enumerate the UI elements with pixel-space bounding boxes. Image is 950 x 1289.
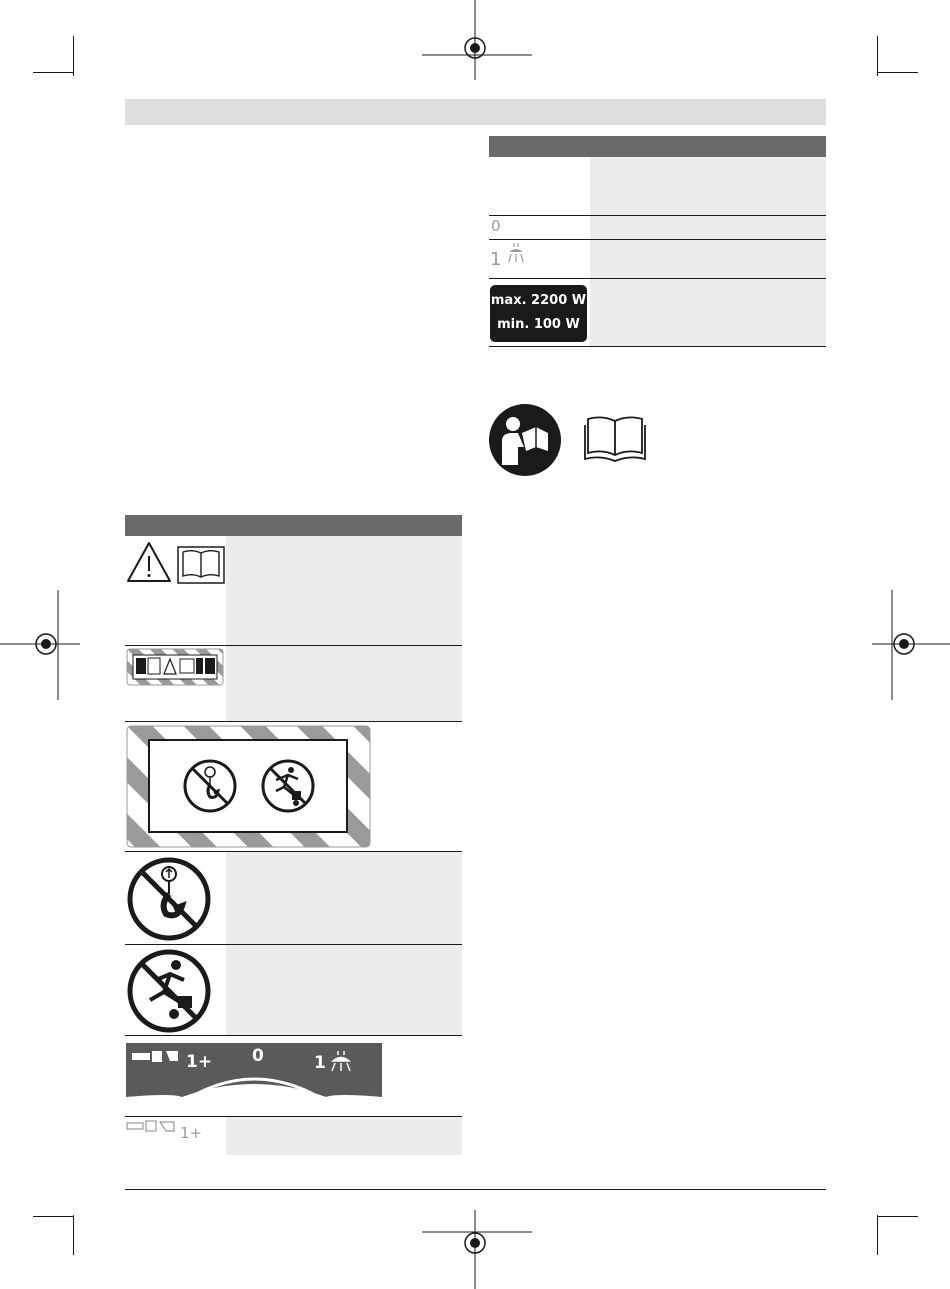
bottom-row-position: 1+	[180, 1124, 203, 1142]
row-divider	[489, 346, 826, 347]
switch-table-header	[489, 136, 826, 157]
transport-warning-label	[126, 725, 371, 848]
dial-position-center: 0	[252, 1046, 264, 1066]
switch-table-desc-cell	[590, 216, 826, 239]
crop-mark	[33, 1216, 73, 1217]
manual-book-icon	[177, 546, 225, 584]
no-person-transport-icon	[126, 948, 212, 1034]
power-rating-label	[490, 285, 587, 342]
crop-mark	[73, 1215, 74, 1255]
crop-mark	[878, 1216, 918, 1217]
switch-position-1: 1	[490, 249, 502, 270]
manual-book-icon	[584, 413, 646, 465]
vacuum-icon	[506, 242, 528, 264]
read-manual-person-icon	[488, 403, 562, 477]
registration-mark-top	[422, 0, 532, 80]
safety-label-icon	[126, 648, 224, 686]
power-max-text: max. 2200 W	[490, 293, 587, 308]
registration-mark-left	[0, 590, 80, 700]
switch-table-desc-cell	[590, 279, 826, 346]
power-tool-icon	[126, 1119, 182, 1137]
symbols-table-desc-cell	[226, 646, 462, 721]
registration-mark-bottom	[422, 1210, 532, 1289]
page-header-band	[125, 99, 826, 125]
crop-mark	[878, 72, 918, 73]
symbols-table-desc-cell	[226, 536, 462, 645]
registration-mark-right	[872, 590, 950, 700]
no-crane-hook-icon	[126, 856, 212, 942]
power-min-text: min. 100 W	[497, 317, 580, 332]
symbols-table-desc-cell	[226, 945, 462, 1035]
switch-table-desc-cell	[590, 240, 826, 278]
symbols-table-desc-cell	[226, 852, 462, 944]
warning-triangle-icon	[126, 540, 172, 584]
page-footer-rule	[125, 1189, 826, 1190]
switch-position-0: 0	[491, 217, 501, 235]
symbols-table-desc-cell	[226, 1117, 462, 1155]
row-divider	[125, 1035, 462, 1036]
symbols-table-header	[125, 515, 462, 536]
dial-position-right: 1	[314, 1053, 326, 1073]
crop-mark	[877, 36, 878, 76]
crop-mark	[877, 1215, 878, 1255]
crop-mark	[33, 72, 73, 73]
switch-table-desc-cell	[590, 157, 826, 215]
dial-position-left: 1+	[186, 1052, 213, 1072]
row-divider	[125, 721, 462, 722]
crop-mark	[73, 36, 74, 76]
